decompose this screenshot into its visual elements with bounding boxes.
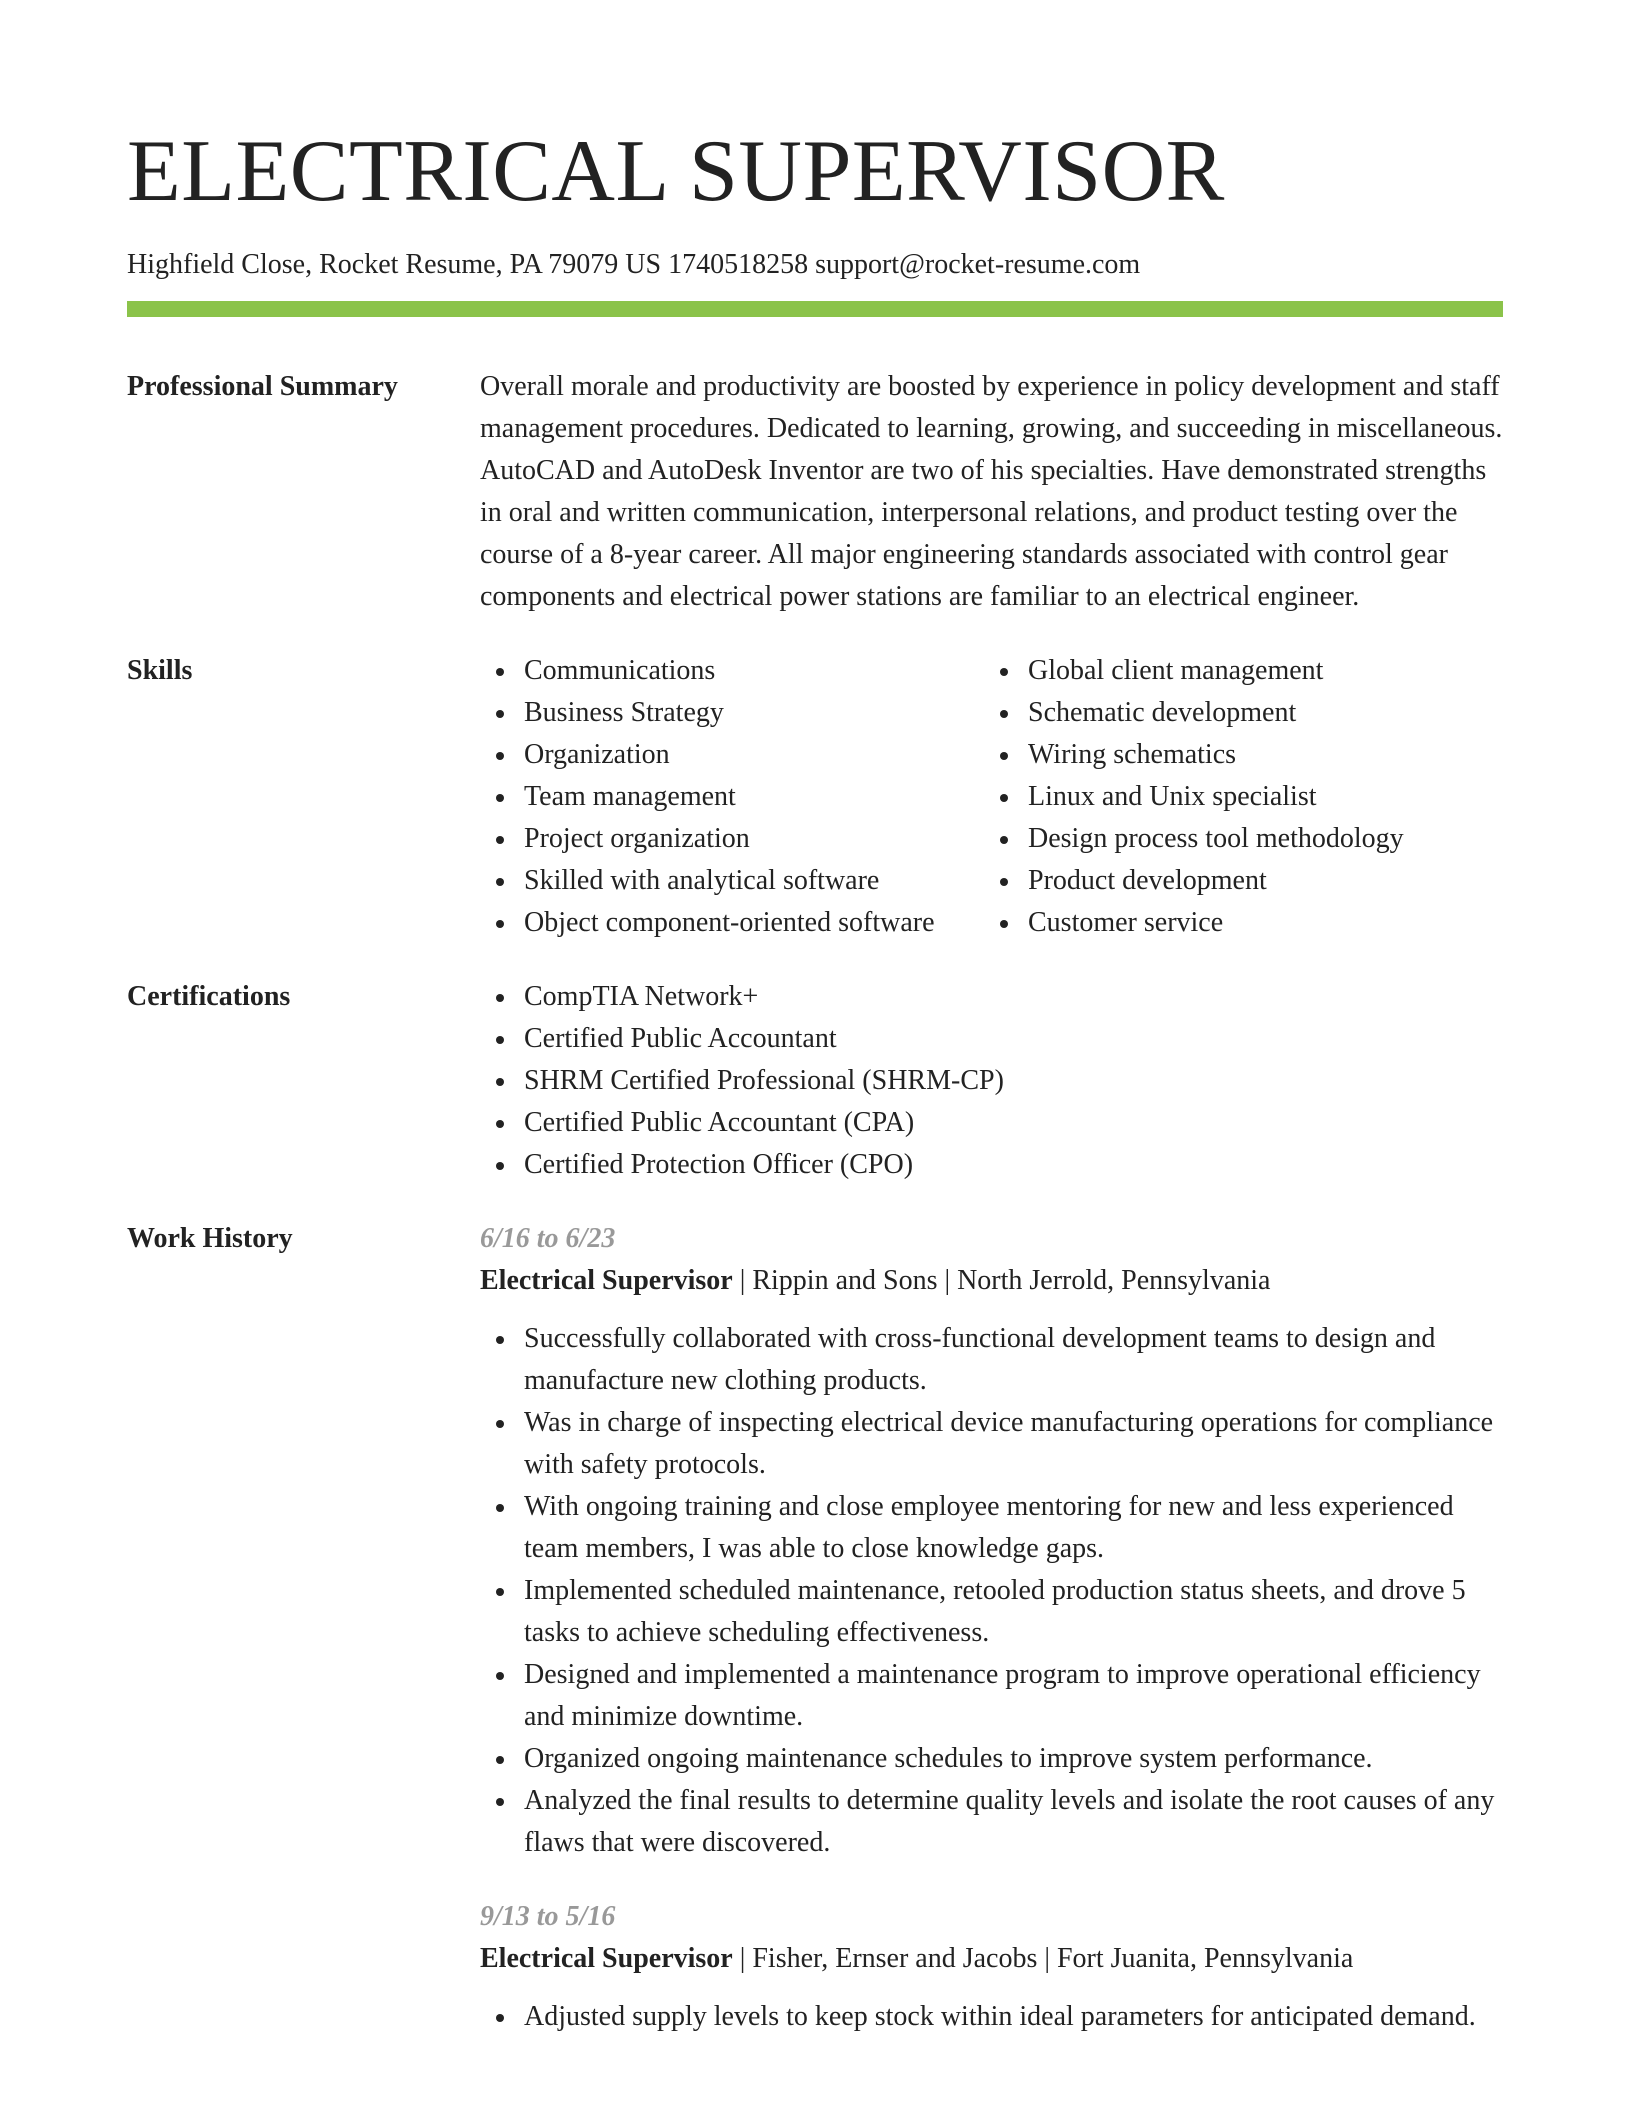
list-item: Was in charge of inspecting electrical device manufacturing operations for compliance with safety protocols. [524,1402,1503,1486]
section-heading-summary: Professional Summary [127,371,398,402]
skills-section [127,650,1503,944]
list-item: Product development [1028,860,1404,902]
job-entry [480,1896,1503,2038]
job-entry [480,1218,1503,1864]
list-item: Global client management [1028,650,1404,692]
list-item: Business Strategy [524,692,984,734]
list-item: CompTIA Network+ [524,976,1503,1018]
summary-section [127,366,1503,618]
job-dates: 9/13 to 5/16 [480,1901,616,1932]
list-item: Team management [524,776,984,818]
list-item: Wiring schematics [1028,734,1404,776]
list-item: SHRM Certified Professional (SHRM-CP) [524,1060,1503,1102]
list-item: Organized ongoing maintenance schedules to improve system performance. [524,1738,1503,1780]
list-item: Adjusted supply levels to keep stock within ideal parameters for anticipated demand. [524,1996,1503,2038]
skills-list-left [480,650,984,944]
job-details: | Fisher, Ernser and Jacobs | Fort Juanita, Pennsylvania [732,1943,1354,1974]
list-item: Linux and Unix specialist [1028,776,1404,818]
section-heading-work-history: Work History [127,1223,293,1254]
list-item: Certified Public Accountant (CPA) [524,1102,1503,1144]
accent-divider [127,301,1503,317]
job-heading [480,1938,1503,1980]
contact-line: Highfield Close, Rocket Resume, PA 79079 US 1740518258 support@rocket-resume.com [127,249,1141,280]
job-bullets [480,1996,1503,2038]
certifications-body [480,976,1503,1186]
list-item: Design process tool methodology [1028,818,1404,860]
list-item: Project organization [524,818,984,860]
certifications-section [127,976,1503,1186]
section-heading-skills: Skills [127,655,193,686]
list-item: Skilled with analytical software [524,860,984,902]
summary-text: Overall morale and productivity are boosted by experience in policy development and staff management procedures. Dedicated to learning, growing, and succeeding in miscellaneous. AutoCAD and AutoDesk Inventor are two of his specialties. Have demonstrated strengths in oral and written communication, interpersonal relations, and product testing over the course of a 8-year career. All major engineering standards associated with control gear components and electrical power stations are familiar to an electrical engineer. [480,371,1503,612]
job-bullets [480,1318,1503,1864]
skills-list-right [984,650,1404,944]
list-item: Object component-oriented software [524,902,984,944]
page-title: ELECTRICAL SUPERVISOR [127,123,1225,220]
job-dates: 6/16 to 6/23 [480,1223,616,1254]
work-history-body [480,1218,1503,2038]
list-item: With ongoing training and close employee mentoring for new and less experienced team members, I was able to close knowledge gaps. [524,1486,1503,1570]
section-heading-certifications: Certifications [127,981,291,1012]
list-item: Certified Public Accountant [524,1018,1503,1060]
list-item: Communications [524,650,984,692]
list-item: Certified Protection Officer (CPO) [524,1144,1503,1186]
list-item: Schematic development [1028,692,1404,734]
job-heading [480,1260,1503,1302]
job-details: | Rippin and Sons | North Jerrold, Pennsylvania [732,1265,1271,1296]
list-item: Organization [524,734,984,776]
job-title: Electrical Supervisor [480,1943,733,1974]
work-history-section [127,1218,1503,2038]
list-item: Designed and implemented a maintenance program to improve operational efficiency and minimize downtime. [524,1654,1503,1738]
job-title: Electrical Supervisor [480,1265,733,1296]
list-item: Implemented scheduled maintenance, retooled production status sheets, and drove 5 tasks to achieve scheduling effectiveness. [524,1570,1503,1654]
certifications-list [480,976,1503,1186]
list-item: Analyzed the final results to determine quality levels and isolate the root causes of any flaws that were discovered. [524,1780,1503,1864]
list-item: Customer service [1028,902,1404,944]
skills-columns [480,650,1503,944]
list-item: Successfully collaborated with cross-functional development teams to design and manufacture new clothing products. [524,1318,1503,1402]
resume-page [127,0,1503,2038]
